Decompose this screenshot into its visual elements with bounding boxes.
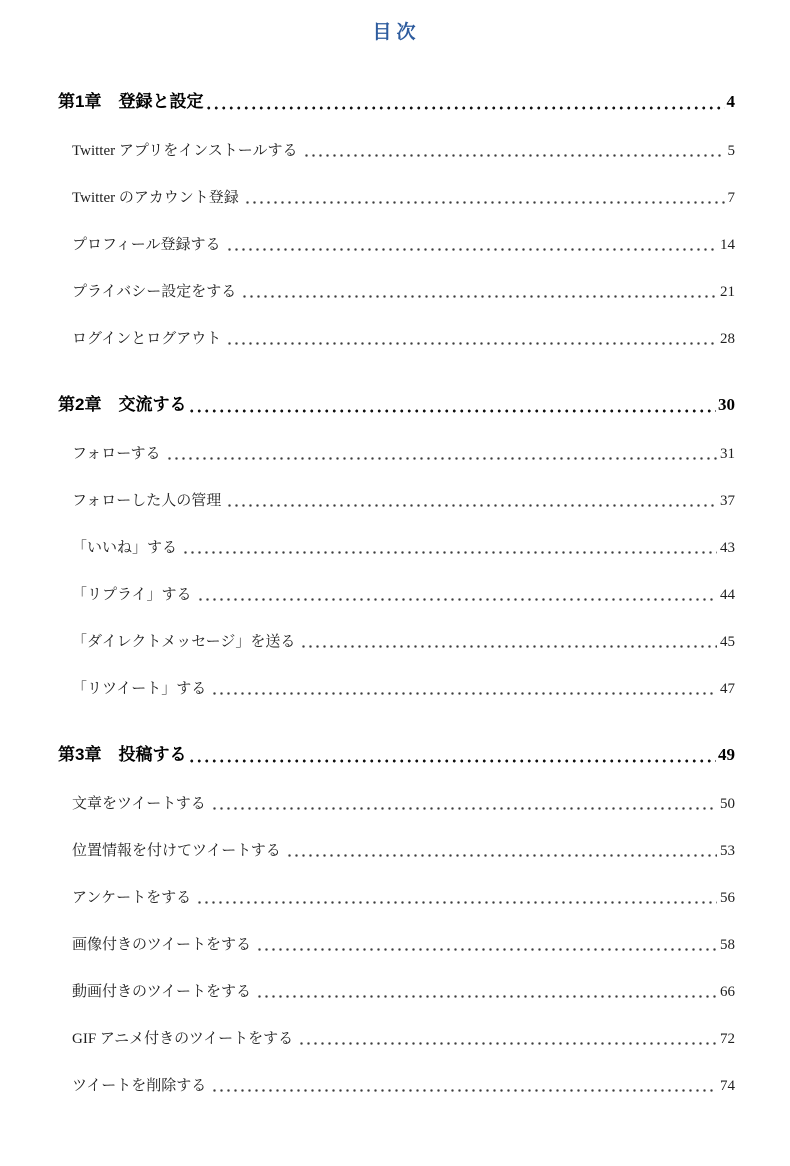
toc-entry-page-number: 56	[720, 890, 735, 906]
toc-chapter-row	[58, 743, 735, 767]
dot-leader	[256, 945, 717, 955]
toc-entry-label: GIF アニメ付きのツイートをする	[72, 1031, 294, 1047]
dot-leader	[226, 501, 717, 511]
toc-entry-row	[58, 1029, 735, 1049]
toc-entry-page-number: 53	[720, 843, 735, 859]
toc-entry-page-number: 45	[720, 634, 735, 650]
toc-entry-page-number: 66	[720, 984, 735, 1000]
toc-entry-page-number: 74	[720, 1078, 735, 1094]
toc-chapter-label: 第2章 交流する	[58, 395, 187, 414]
toc-entry-page-number: 31	[720, 446, 735, 462]
dot-leader	[211, 1086, 717, 1096]
dot-leader	[244, 198, 725, 208]
toc-section	[58, 743, 735, 1096]
toc-entry-label: 画像付きのツイートをする	[72, 937, 251, 953]
toc-entry-label: 「リツイート」する	[72, 681, 207, 697]
toc-entry-label: 「いいね」する	[72, 540, 178, 556]
toc-entry-row	[58, 444, 735, 464]
dot-leader	[211, 689, 717, 699]
toc-entry-page-number: 5	[727, 143, 735, 159]
toc-entry-row	[58, 141, 735, 161]
toc-entry-row	[58, 841, 735, 861]
toc-entry-page-number: 28	[720, 331, 735, 347]
toc-chapter-label: 第1章 登録と設定	[58, 92, 204, 111]
toc-entry-page-number: 21	[720, 284, 735, 300]
toc-entry-row	[58, 794, 735, 814]
toc-entry-label: アンケートをする	[72, 890, 192, 906]
toc-entry-page-number: 7	[727, 190, 735, 206]
dot-leader	[205, 102, 724, 114]
toc-chapter-label: 第3章 投稿する	[58, 745, 187, 764]
toc-entry-page-number: 50	[720, 796, 735, 812]
toc-entry-label: プライバシー設定をする	[72, 284, 237, 300]
toc-entry-page-number: 58	[720, 937, 735, 953]
dot-leader	[298, 1039, 717, 1049]
toc-section	[58, 90, 735, 349]
dot-leader	[286, 851, 717, 861]
dot-leader	[211, 804, 717, 814]
toc-entry-row	[58, 585, 735, 605]
dot-leader	[300, 642, 717, 652]
toc-entry-page-number: 14	[720, 237, 735, 253]
toc-entry-row	[58, 538, 735, 558]
toc-entry-page-number: 43	[720, 540, 735, 556]
toc-entry-row	[58, 329, 735, 349]
dot-leader	[188, 755, 716, 767]
toc-entry-label: プロフィール登録する	[72, 237, 221, 253]
toc-chapter-page-number: 4	[726, 92, 735, 111]
dot-leader	[196, 898, 717, 908]
table-of-contents	[58, 90, 735, 1096]
dot-leader	[241, 292, 717, 302]
toc-entry-row	[58, 188, 735, 208]
toc-entry-label: ログインとログアウト	[72, 331, 222, 347]
toc-entry-row	[58, 935, 735, 955]
toc-entry-page-number: 47	[720, 681, 735, 697]
page-title: 目次	[372, 22, 421, 43]
toc-chapter-row	[58, 90, 735, 114]
toc-entry-label: Twitter のアカウント登録	[72, 190, 239, 206]
toc-entry-row	[58, 235, 735, 255]
dot-leader	[303, 151, 725, 161]
toc-entry-label: 動画付きのツイートをする	[72, 984, 251, 1000]
toc-entry-page-number: 44	[720, 587, 735, 603]
toc-section	[58, 393, 735, 699]
toc-entry-row	[58, 982, 735, 1002]
toc-entry-page-number: 37	[720, 493, 735, 509]
toc-chapter-page-number: 30	[718, 395, 735, 414]
dot-leader	[256, 992, 717, 1002]
toc-entry-row	[58, 1076, 735, 1096]
toc-entry-label: 「リプライ」する	[72, 587, 192, 603]
dot-leader	[197, 595, 717, 605]
toc-entry-page-number: 72	[720, 1031, 735, 1047]
toc-entry-row	[58, 888, 735, 908]
dot-leader	[166, 454, 717, 464]
toc-entry-label: 「ダイレクトメッセージ」を送る	[72, 634, 296, 650]
toc-entry-label: 位置情報を付けてツイートする	[72, 843, 281, 859]
toc-chapter-row	[58, 393, 735, 417]
toc-entry-row	[58, 679, 735, 699]
dot-leader	[188, 405, 716, 417]
dot-leader	[182, 548, 717, 558]
toc-chapter-page-number: 49	[718, 745, 735, 764]
toc-entry-label: フォローする	[72, 446, 161, 462]
toc-entry-label: フォローした人の管理	[72, 493, 222, 509]
toc-entry-row	[58, 491, 735, 511]
toc-entry-label: Twitter アプリをインストールする	[72, 143, 298, 159]
toc-entry-row	[58, 282, 735, 302]
toc-entry-row	[58, 632, 735, 652]
dot-leader	[226, 339, 717, 349]
dot-leader	[226, 245, 717, 255]
toc-entry-label: 文章をツイートする	[72, 796, 206, 812]
toc-entry-label: ツイートを削除する	[72, 1078, 207, 1094]
